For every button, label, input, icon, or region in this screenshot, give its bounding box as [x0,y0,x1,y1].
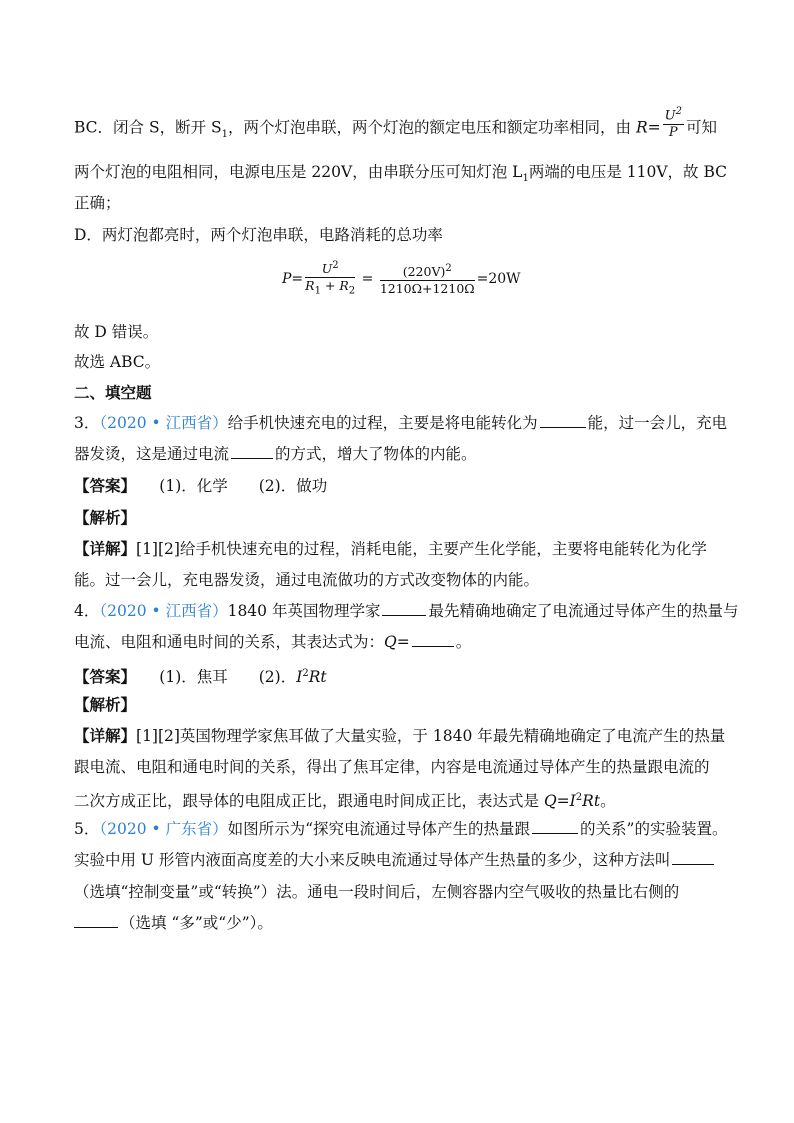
q4-analysis-label: 【解析】 [74,695,137,714]
solution-bc-line-3: 正确； [74,194,121,212]
q5-blank-1 [532,819,578,834]
q4-detail-line-3: 二次方成正比，跟导体的电阻成正比，跟通电时间成正比，表达式是 $Q=I^2Rt$。 [74,792,616,811]
solution-d-conclusion: 故 D 错误。 [74,323,159,341]
q3-answer: 【答案】 (1)．化学 (2)．做功 [74,476,328,495]
q4-stem-line-2: 电流、电阻和通电时间的关系，其表达式为：Q= 。 [74,633,472,651]
q4-source-tag: （2020 • 江西省） [99,602,228,620]
section-heading-fill-in: 二、填空题 [74,383,152,402]
q3-detail-line-1: 【详解】[1][2]给手机快速充电的过程，消耗电能，主要产生化学能，主要将电能转化为化学 [74,539,707,558]
solution-bc-line-2: 两个灯泡的电阻相同，电源电压是 220V，由串联分压可知灯泡 $L_1$两端的电压是 110V，故 BC [74,163,727,185]
q4-detail-line-2: 跟电流、电阻和通电时间的关系，得出了焦耳定律，内容是电流通过导体产生的热量跟电流的 [74,758,710,776]
q5-stem-line-4: （选填 “多”或“少”）。 [74,913,724,933]
q5-stem-line-2: 实验中用 U 形管内液面高度差的大小来反映电流通过导体产生热量的多少，这种方法叫 [74,850,724,870]
q4-answer: 【答案】 (1)．焦耳 (2)．$I^2Rt$ [74,667,327,687]
q4-blank-2 [412,632,454,647]
q5-blank-3 [74,913,118,928]
q3-detail-line-2: 能。过一会儿，充电器发烫，通过电流做功的方式改变物体的内能。 [74,571,540,589]
solution-d-line: D．两灯泡都亮时，两个灯泡串联，电路消耗的总功率 [74,226,443,244]
q5-blank-2 [672,850,714,865]
solution-bc-line-1: BC．闭合 S，断开 $S_1$，两个灯泡串联，两个灯泡的额定电压和额定功率相同，由 R= $\frac{U^2}{P}$ 可知 [74,106,717,141]
q3-blank-2 [231,444,273,459]
q3-source-tag: （2020 • 江西省） [99,414,228,432]
q3-blank-1 [540,413,586,428]
q3-analysis-label: 【解析】 [74,508,137,527]
total-power-formula: P= $\frac{U^2}{R_1 + R_2}$ = $\frac{(220V)^2}{1210\Omega+1210\Omega}$ =20W [282,260,521,297]
q5-source-tag: （2020 • 广东省） [99,820,228,838]
q3-stem-line-2: 器发烫，这是通过电流 的方式，增大了物体的内能。 [74,445,477,463]
final-choice: 故选 ABC。 [74,353,161,371]
q4-detail-line-1: 【详解】[1][2]英国物理学家焦耳做了大量实验，于 1840 年最先精确地确定了电流产生的热量 [74,726,726,745]
q5-stem-line-3: （选填“控制变量”或“转换”）法。通电一段时间后，左侧容器内空气吸收的热量比右侧的 [74,883,680,901]
q3-stem-line-1: 3．（2020 • 江西省）给手机快速充电的过程，主要是将电能转化为 能，过一会儿，充电 [74,414,728,432]
q5-stem-line-1: 5．（2020 • 广东省）如图所示为“探究电流通过导体产生的热量跟 的关系”的实验装置。 [74,820,728,838]
q4-blank-1 [382,601,426,616]
q4-stem-line-1: 4．（2020 • 江西省）1840 年英国物理学家 最先精确地确定了电流通过导体产生的热量与 [74,602,739,620]
fraction-u2-over-p: $\frac{U^2}{P}$ [664,106,682,141]
